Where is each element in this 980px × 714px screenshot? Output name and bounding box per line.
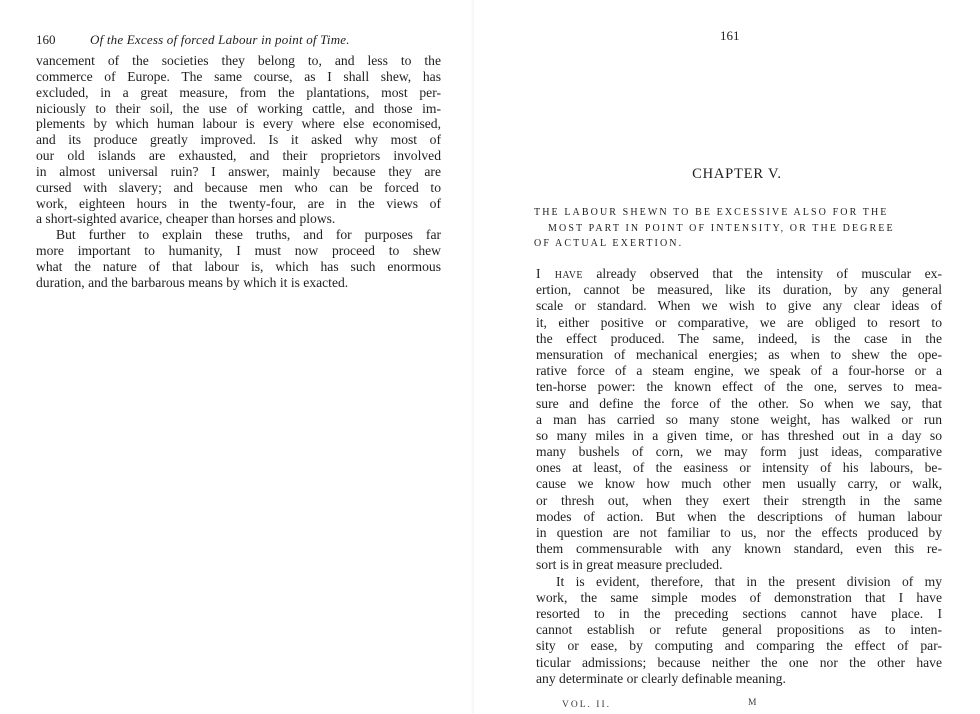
text-line: a short-sighted avarice, cheaper than horses and plows.	[36, 211, 336, 227]
running-head: Of the Excess of forced Labour in point of Time.	[90, 32, 350, 47]
text-line: plements by which human labour is every where else economised,	[36, 116, 441, 132]
text-line: modes of action. But when the descriptions of human labour	[536, 508, 942, 524]
text-line: any determinate or clearly definable meaning.	[536, 670, 786, 686]
text-line-opening	[536, 266, 942, 282]
text-line: ticular admissions; because neither the one nor the other have	[536, 654, 942, 670]
text-line: work, eighteen hours in the twenty-four, are in the views of	[36, 195, 441, 211]
text-line: rative force of a steam engine, we speak of a four-horse or a	[536, 363, 942, 379]
text-line: it, either positive or comparative, we are obliged to resort to	[536, 314, 942, 330]
text-line: resorted to in the preceding sections cannot have place. I	[536, 605, 942, 621]
text-line: so many miles in a given time, or has threshed out in a day so	[536, 427, 942, 443]
text-line: a man has carried so many stone weight, has walked or run	[536, 411, 942, 427]
text-line: many bushels of corn, we may form just ideas, comparative	[536, 444, 942, 460]
text-line: It is evident, therefore, that in the present division of my	[556, 573, 942, 589]
text-line: the effect produced. The same, indeed, is the case in the	[536, 330, 942, 346]
text-line: sity or ease, by computing and comparing the effect of par-	[536, 638, 942, 654]
right-page-body	[536, 266, 942, 687]
text-line: and its produce greatly improved. Is it asked why most of	[36, 132, 441, 148]
text-line: excluded, in a great measure, from the plantations, most per-	[36, 84, 441, 100]
signature-letter: M	[748, 698, 757, 708]
text-line: or thresh out, when they exert their strength in the same	[536, 492, 942, 508]
chapter-subtitle-line: MOST PART IN POINT OF INTENSITY, OR THE DEGREE	[548, 222, 895, 234]
text-line: our old islands are exhausted, and their proprietors involved	[36, 148, 441, 164]
text-line: cursed with slavery; and because men who can be forced to	[36, 179, 441, 195]
signature-mark: VOL. II.	[562, 700, 611, 710]
text-line: more important to humanity, I must now proceed to shew	[36, 243, 441, 259]
chapter-title: CHAPTER V.	[692, 166, 782, 182]
text-line: what the nature of that labour is, which has such enormous	[36, 258, 441, 274]
opening-rest: already observed that the intensity of muscular ex-	[582, 266, 942, 281]
text-line: niciously to their soil, the use of working cattle, and those im-	[36, 100, 441, 116]
text-line: them commensurable with any known standard, even this re-	[536, 541, 942, 557]
chapter-subtitle-line: OF ACTUAL EXERTION.	[534, 238, 684, 249]
text-line: mensuration of mechanical energies; as when to shew the ope-	[536, 346, 942, 362]
text-line: ten-horse power: the known effect of the one, serves to mea-	[536, 379, 942, 395]
opening-smallcaps: I have	[536, 266, 583, 281]
right-page-number: 161	[720, 28, 740, 43]
chapter-subtitle	[534, 205, 938, 252]
text-line: ones at least, of the easiness or intensity of his labours, be-	[536, 460, 942, 476]
text-line: commerce of Europe. The same course, as I shall shew, has	[36, 68, 441, 84]
chapter-subtitle-line: THE LABOUR SHEWN TO BE EXCESSIVE ALSO FOR THE	[534, 207, 889, 218]
text-line: work, the same simple modes of demonstration that I have	[536, 589, 942, 605]
text-line: duration, and the barbarous means by which it is exacted.	[36, 274, 349, 290]
text-line: ertion, cannot be measured, like its duration, by any general	[536, 282, 942, 298]
text-line: cannot establish or refute general propositions as to inten-	[536, 622, 942, 638]
text-line: cause we know how much other men usually carry, or walk,	[536, 476, 942, 492]
text-line: in question are not familiar to us, nor the effects produced by	[536, 525, 942, 540]
left-page-number: 160	[36, 32, 56, 47]
text-line: in almost universal ruin? I answer, mainly because they are	[36, 163, 441, 179]
left-page-body	[36, 53, 441, 291]
text-line: sort is in great measure precluded.	[536, 557, 723, 573]
left-page	[0, 0, 474, 714]
text-line: But further to explain these truths, and for purposes far	[56, 227, 441, 243]
text-line: vancement of the societies they belong to, and less to the	[36, 53, 441, 68]
text-line: sure and define the force of the other. So when we say, that	[536, 395, 942, 411]
text-line: scale or standard. When we wish to give any clear ideas of	[536, 298, 942, 314]
left-page-header	[36, 32, 440, 50]
